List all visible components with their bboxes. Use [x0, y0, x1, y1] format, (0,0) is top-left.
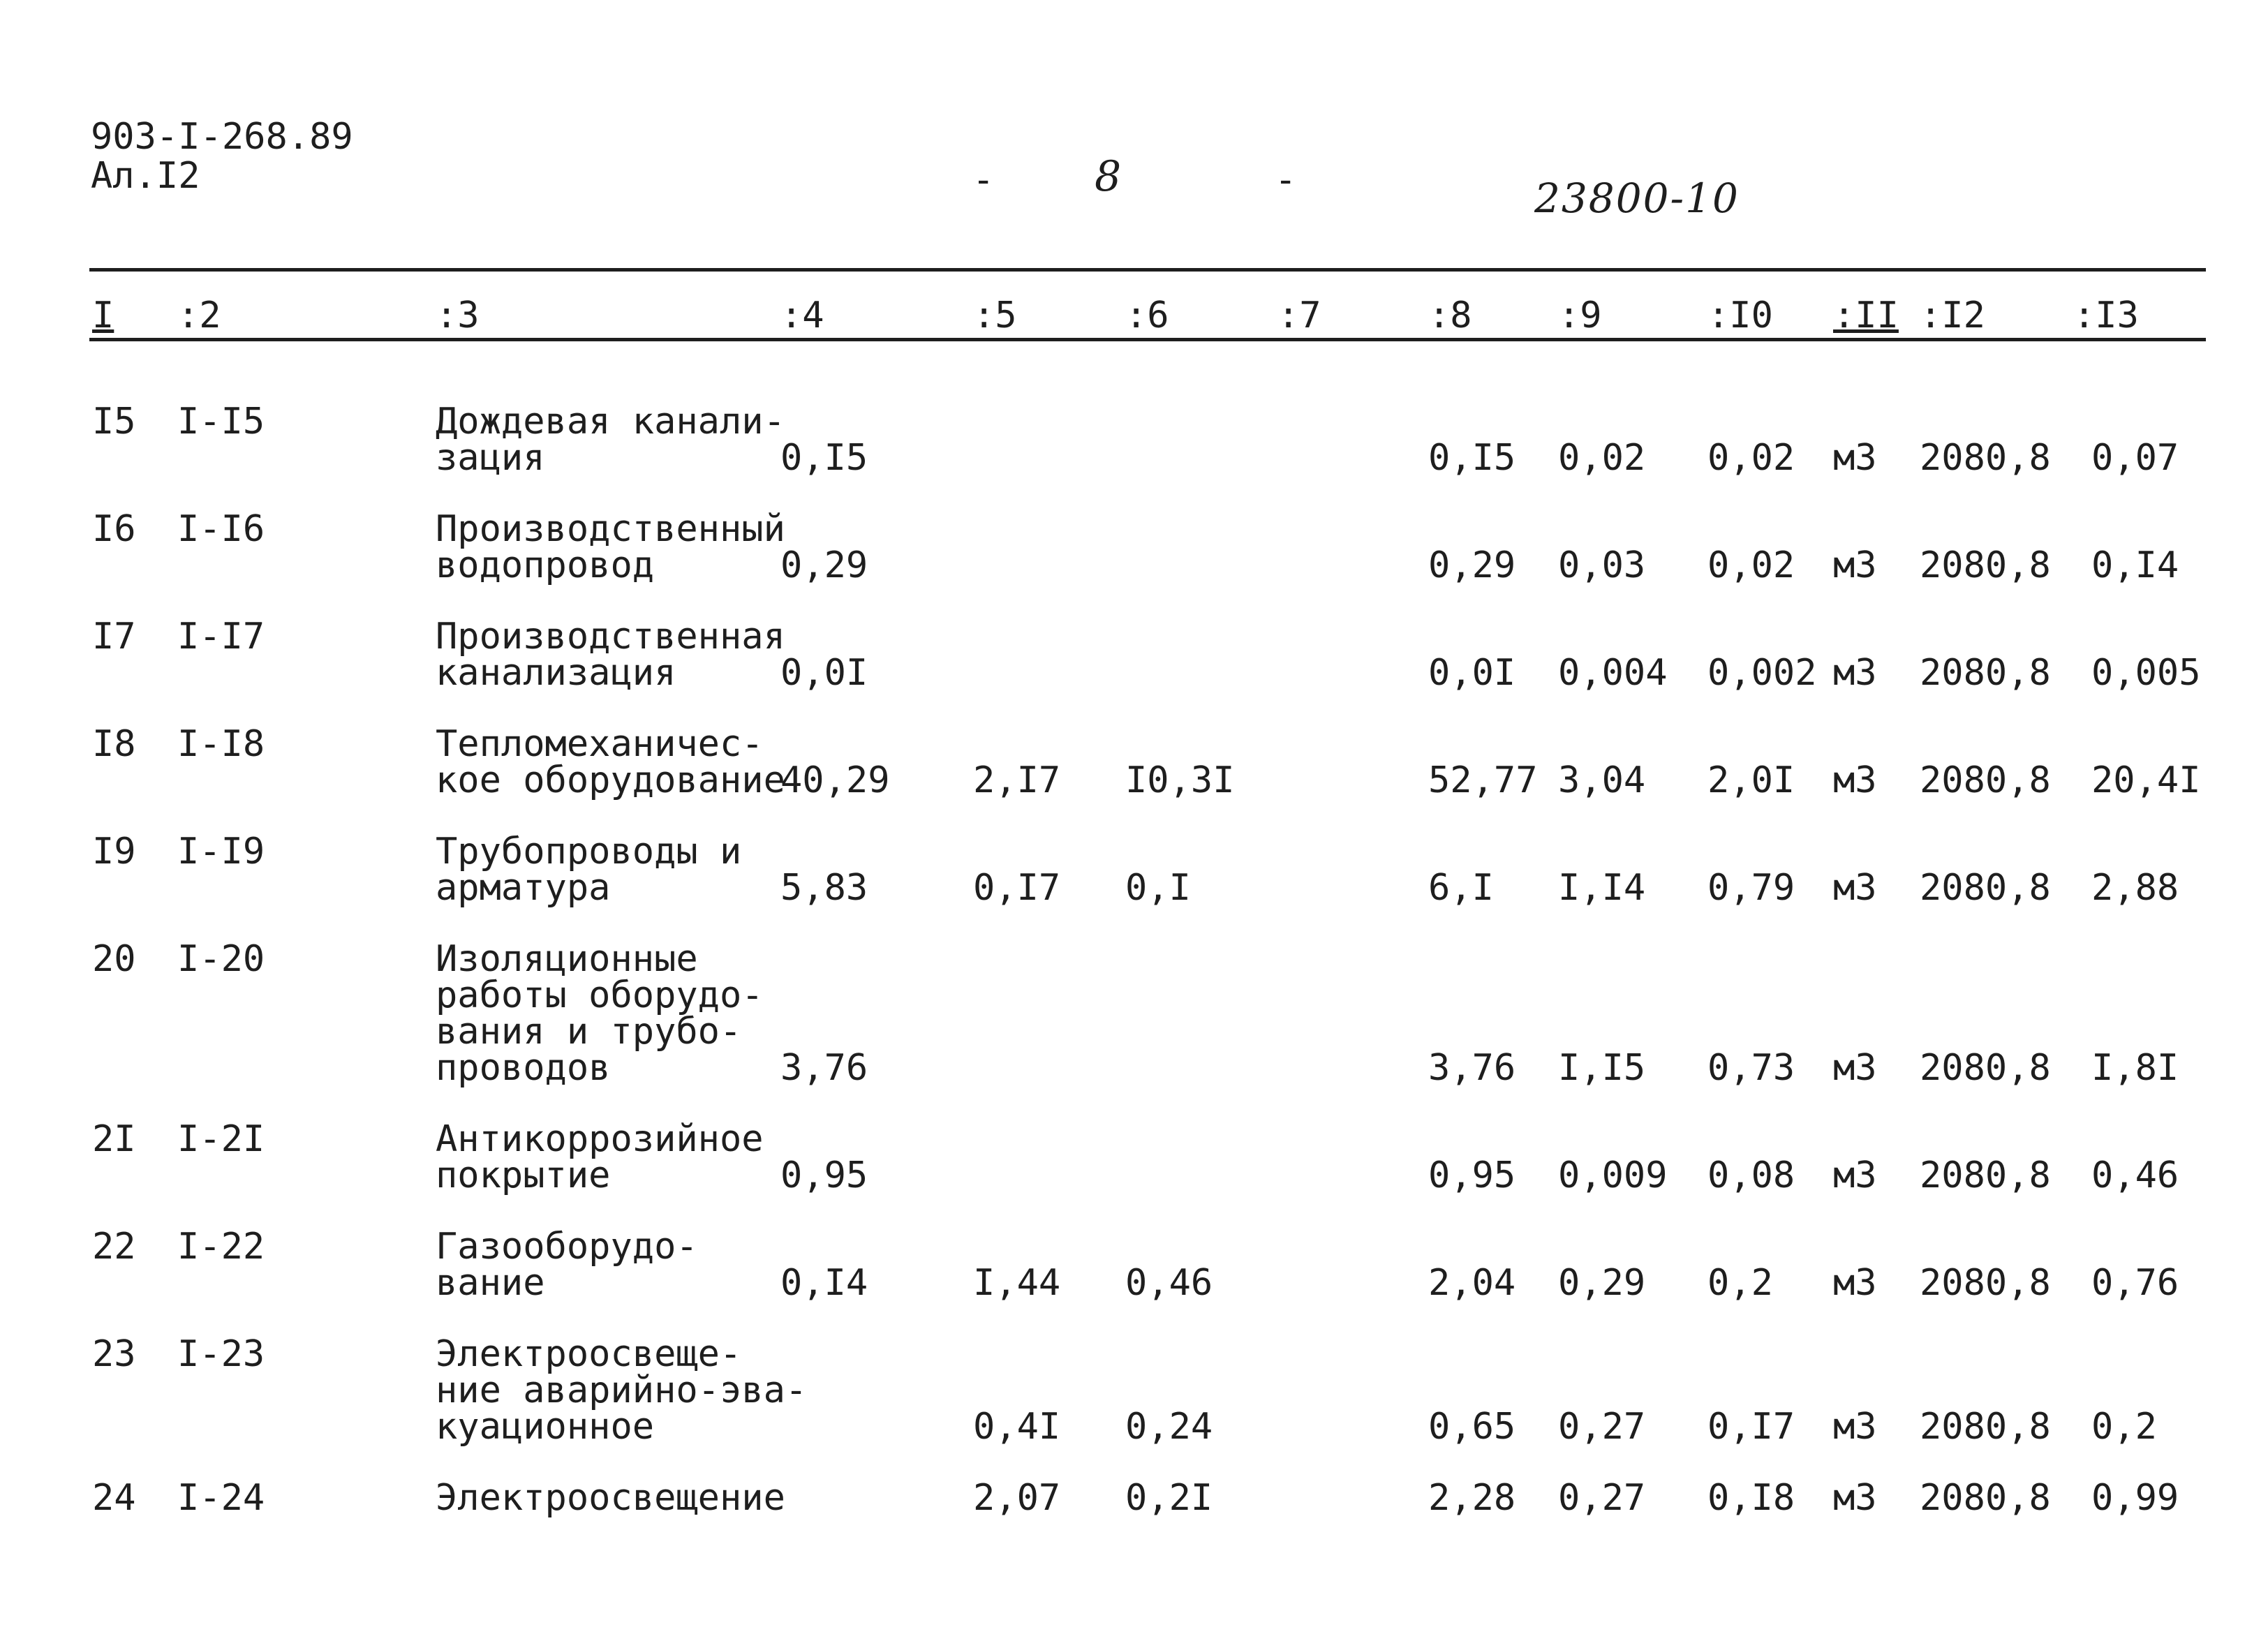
- col-header-9: :9: [1558, 295, 1602, 336]
- cell-c9: 3,04: [1558, 759, 1646, 801]
- table-row: [0, 938, 2268, 1089]
- cell-c13: 20,4I: [2091, 759, 2201, 801]
- row-code: I-I6: [177, 508, 265, 550]
- cell-c10: 0,002: [1707, 652, 1817, 694]
- row-name-line: проводов: [436, 1047, 611, 1089]
- cell-c9: 0,27: [1558, 1477, 1646, 1519]
- row-name: [436, 938, 764, 1089]
- col-header-8: :8: [1428, 295, 1472, 336]
- cell-c5: 2,I7: [973, 759, 1061, 801]
- row-number: I8: [92, 723, 136, 765]
- page-number: 8: [1095, 152, 1122, 201]
- table-row: [0, 831, 2268, 909]
- col-header-4: :4: [780, 295, 824, 336]
- row-number: 22: [92, 1226, 136, 1268]
- page-dash-right: -: [1275, 159, 1297, 201]
- cell-c8: 0,65: [1428, 1406, 1516, 1448]
- row-name-line: Электроосвеще-: [436, 1333, 742, 1375]
- cell-c9: 0,03: [1558, 544, 1646, 586]
- cell-c13: 0,76: [2091, 1262, 2179, 1304]
- cell-c12: 2080,8: [1920, 1477, 2051, 1519]
- cell-c13: 0,46: [2091, 1155, 2179, 1196]
- document-code: 903-I-268.89: [91, 116, 353, 158]
- col-header-3: :3: [436, 295, 480, 336]
- cell-c6: I0,3I: [1125, 759, 1235, 801]
- sheet-number: Ал.I2: [91, 155, 200, 197]
- row-name: [436, 401, 785, 479]
- col-header-2: :2: [177, 295, 221, 336]
- row-number: 20: [92, 938, 136, 980]
- cell-unit: м3: [1833, 867, 1877, 909]
- row-name: [436, 1333, 808, 1448]
- cell-c10: 0,08: [1707, 1155, 1795, 1196]
- cell-c8: 3,76: [1428, 1047, 1516, 1089]
- row-code: I-I7: [177, 616, 265, 658]
- table-row: [0, 1477, 2268, 1519]
- row-name-line: Трубопроводы и: [436, 831, 742, 873]
- cell-unit: м3: [1833, 759, 1877, 801]
- table-row: [0, 723, 2268, 801]
- cell-c13: 0,07: [2091, 437, 2179, 479]
- row-number: 23: [92, 1333, 136, 1375]
- row-name-line: Тепломеханичес-: [436, 723, 764, 765]
- row-name-line: куационное: [436, 1406, 655, 1448]
- cell-c4: 5,83: [780, 867, 868, 909]
- row-number: I5: [92, 401, 136, 443]
- cell-c13: 0,2: [2091, 1406, 2157, 1448]
- cell-c9: I,I5: [1558, 1047, 1646, 1089]
- row-name-line: Дождевая канали-: [436, 401, 785, 443]
- cell-c6: 0,24: [1125, 1406, 1213, 1448]
- row-name-line: Производственная: [436, 616, 785, 658]
- cell-c9: 0,29: [1558, 1262, 1646, 1304]
- cell-c8: 2,04: [1428, 1262, 1516, 1304]
- col-header-13: :I3: [2073, 295, 2139, 336]
- table-row: [0, 508, 2268, 586]
- cell-c12: 2080,8: [1920, 544, 2051, 586]
- cell-c8: 0,0I: [1428, 652, 1516, 694]
- cell-unit: м3: [1833, 1047, 1877, 1089]
- cell-c4: 0,0I: [780, 652, 868, 694]
- cell-c13: 0,I4: [2091, 544, 2179, 586]
- row-name-line: работы оборудо-: [436, 974, 764, 1016]
- table-row: [0, 1333, 2268, 1448]
- row-code: I-23: [177, 1333, 265, 1375]
- row-name-line: вание: [436, 1262, 545, 1304]
- cell-unit: м3: [1833, 437, 1877, 479]
- col-header-12: :I2: [1920, 295, 1985, 336]
- cell-unit: м3: [1833, 1262, 1877, 1304]
- cell-c10: 0,73: [1707, 1047, 1795, 1089]
- cell-c9: 0,004: [1558, 652, 1668, 694]
- row-number: 24: [92, 1477, 136, 1519]
- cell-c8: 0,29: [1428, 544, 1516, 586]
- cell-c4: 0,29: [780, 544, 868, 586]
- row-name: [436, 1226, 698, 1304]
- row-name-line: арматура: [436, 867, 611, 909]
- cell-c13: 2,88: [2091, 867, 2179, 909]
- row-name-line: Газооборудо-: [436, 1226, 698, 1268]
- cell-c9: 0,009: [1558, 1155, 1668, 1196]
- cell-unit: м3: [1833, 1406, 1877, 1448]
- col-header-6: :6: [1125, 295, 1169, 336]
- row-name-line: вания и трубо-: [436, 1011, 742, 1053]
- table-row: [0, 616, 2268, 694]
- row-name: [436, 831, 742, 909]
- row-name-line: Электроосвещение: [436, 1477, 785, 1519]
- page-dash-left: -: [972, 159, 995, 201]
- cell-c10: 0,79: [1707, 867, 1795, 909]
- row-name-line: покрытие: [436, 1155, 611, 1196]
- cell-c8: 52,77: [1428, 759, 1538, 801]
- col-header-1: I: [92, 295, 114, 336]
- table-row: [0, 1226, 2268, 1304]
- cell-c4: 40,29: [780, 759, 890, 801]
- cell-c10: 0,I7: [1707, 1406, 1795, 1448]
- cell-c12: 2080,8: [1920, 1406, 2051, 1448]
- row-code: I-I8: [177, 723, 265, 765]
- cell-c9: I,I4: [1558, 867, 1646, 909]
- header-bottom-rule: [89, 338, 2206, 341]
- cell-c12: 2080,8: [1920, 759, 2051, 801]
- row-number: I6: [92, 508, 136, 550]
- row-code: I-20: [177, 938, 265, 980]
- row-name: [436, 1477, 785, 1519]
- cell-c10: 0,I8: [1707, 1477, 1795, 1519]
- row-name: [436, 1118, 764, 1196]
- cell-c8: 2,28: [1428, 1477, 1516, 1519]
- row-name: [436, 508, 785, 586]
- cell-c4: 0,95: [780, 1155, 868, 1196]
- row-number: I9: [92, 831, 136, 873]
- row-name-line: Антикоррозийное: [436, 1118, 764, 1160]
- cell-c8: 0,95: [1428, 1155, 1516, 1196]
- cell-c10: 2,0I: [1707, 759, 1795, 801]
- cell-c6: 0,46: [1125, 1262, 1213, 1304]
- handwritten-stamp: 23800-10: [1534, 175, 1740, 222]
- row-number: 2I: [92, 1118, 136, 1160]
- cell-c12: 2080,8: [1920, 1262, 2051, 1304]
- cell-c12: 2080,8: [1920, 1155, 2051, 1196]
- row-name-line: водопровод: [436, 544, 655, 586]
- cell-c10: 0,02: [1707, 437, 1795, 479]
- cell-c5: 0,I7: [973, 867, 1061, 909]
- cell-unit: м3: [1833, 1155, 1877, 1196]
- cell-c4: 0,I5: [780, 437, 868, 479]
- cell-c12: 2080,8: [1920, 652, 2051, 694]
- cell-c9: 0,27: [1558, 1406, 1646, 1448]
- cell-c4: 3,76: [780, 1047, 868, 1089]
- cell-c4: 0,I4: [780, 1262, 868, 1304]
- cell-c9: 0,02: [1558, 437, 1646, 479]
- row-number: I7: [92, 616, 136, 658]
- cell-c6: 0,2I: [1125, 1477, 1213, 1519]
- table-row: [0, 1118, 2268, 1196]
- row-name-line: Изоляционные: [436, 938, 698, 980]
- table-top-rule: [89, 268, 2206, 272]
- row-code: I-24: [177, 1477, 265, 1519]
- row-name-line: ние аварийно-эва-: [436, 1369, 808, 1411]
- cell-c8: 6,I: [1428, 867, 1494, 909]
- cell-c5: 0,4I: [973, 1406, 1061, 1448]
- cell-unit: м3: [1833, 544, 1877, 586]
- cell-c5: I,44: [973, 1262, 1061, 1304]
- row-name-line: зация: [436, 437, 545, 479]
- cell-c5: 2,07: [973, 1477, 1061, 1519]
- row-name: [436, 723, 785, 801]
- row-code: I-I5: [177, 401, 265, 443]
- row-name: [436, 616, 785, 694]
- col-header-7: :7: [1277, 295, 1321, 336]
- row-name-line: Производственный: [436, 508, 785, 550]
- cell-c12: 2080,8: [1920, 867, 2051, 909]
- cell-unit: м3: [1833, 652, 1877, 694]
- cell-c13: 0,99: [2091, 1477, 2179, 1519]
- cell-c13: 0,005: [2091, 652, 2201, 694]
- cell-unit: м3: [1833, 1477, 1877, 1519]
- table-row: [0, 401, 2268, 479]
- cell-c12: 2080,8: [1920, 437, 2051, 479]
- col-header-5: :5: [973, 295, 1017, 336]
- cell-c10: 0,02: [1707, 544, 1795, 586]
- row-name-line: кое оборудование: [436, 759, 785, 801]
- cell-c12: 2080,8: [1920, 1047, 2051, 1089]
- cell-c13: I,8I: [2091, 1047, 2179, 1089]
- cell-c8: 0,I5: [1428, 437, 1516, 479]
- row-code: I-2I: [177, 1118, 265, 1160]
- row-code: I-22: [177, 1226, 265, 1268]
- cell-c6: 0,I: [1125, 867, 1191, 909]
- row-code: I-I9: [177, 831, 265, 873]
- row-name-line: канализация: [436, 652, 676, 694]
- col-header-10: :I0: [1707, 295, 1773, 336]
- col-header-11: :II: [1833, 295, 1899, 336]
- cell-c10: 0,2: [1707, 1262, 1773, 1304]
